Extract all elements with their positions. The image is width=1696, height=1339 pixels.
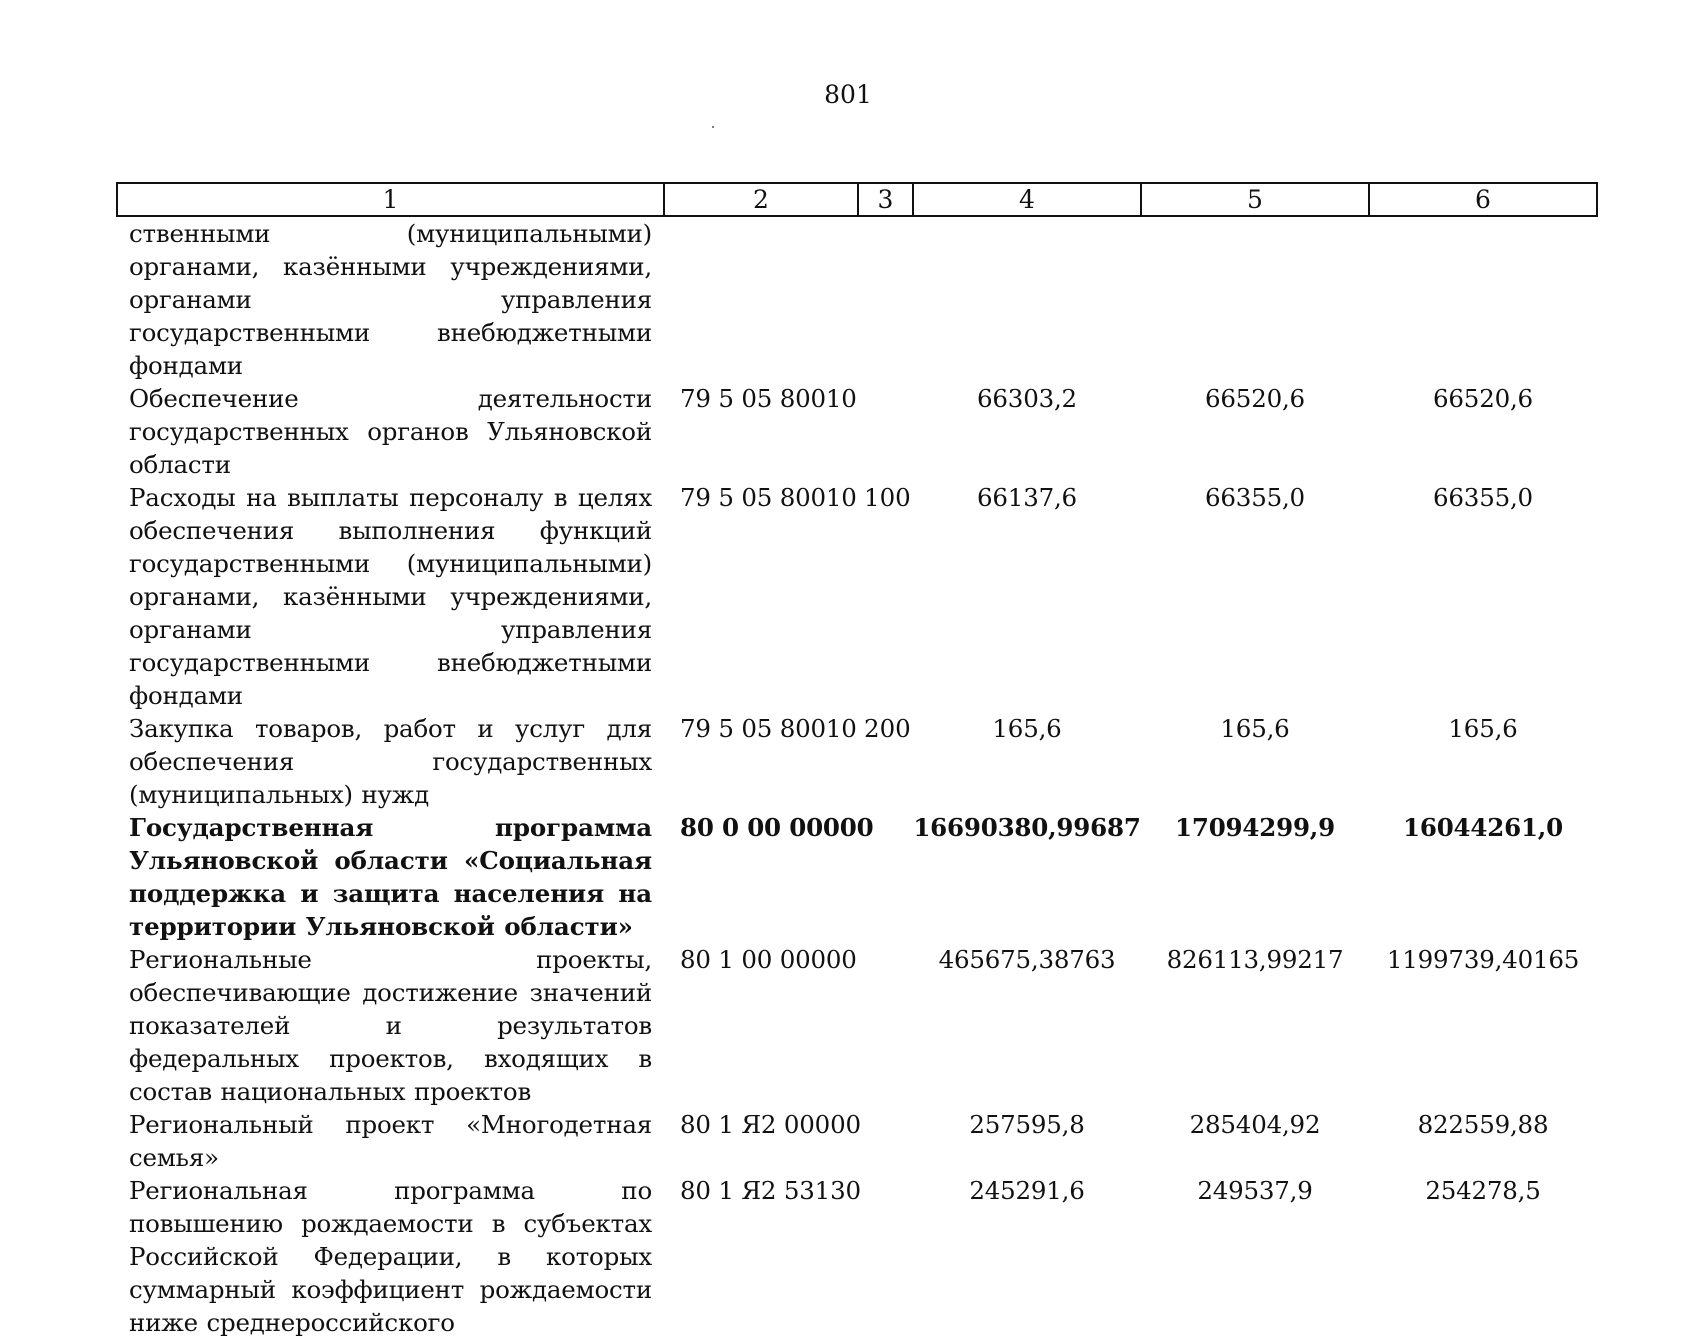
row-code: 80 1 Я2 53130 <box>680 1176 861 1205</box>
row-value-col-4: 465675,38763 <box>938 945 1116 974</box>
row-value-col-6: 66520,6 <box>1433 384 1533 413</box>
header-col-4: 4 <box>913 183 1141 216</box>
row-name: ственными (муниципальными) органами, казёнными учреждениями, органами управления государственными внебюджетными фондами <box>129 219 652 380</box>
row-value-col-4: 165,6 <box>992 714 1062 743</box>
row-name: Региональные проекты, обеспечивающие достижение значений показателей и результатов федеральных проектов, входящих в состав национальных проектов <box>129 945 652 1106</box>
row-kvr: 200 <box>864 714 911 743</box>
header-col-6: 6 <box>1369 183 1597 216</box>
row-name: Расходы на выплаты персоналу в целях обеспечения выполнения функций государственными (муниципальными) органами, казёнными учреждениями, органами управления государственными внебюджетными фондами <box>129 483 652 710</box>
row-value-col-5: 66520,6 <box>1205 384 1305 413</box>
row-code: 79 5 05 80010 <box>680 483 857 512</box>
row-code: 80 1 00 00000 <box>680 945 857 974</box>
row-value-col-4: 66137,6 <box>977 483 1077 512</box>
table-row <box>117 712 1597 811</box>
header-col-5: 5 <box>1141 183 1369 216</box>
row-value-col-6: 16044261,0 <box>1403 813 1563 842</box>
row-value-col-5: 249537,9 <box>1197 1176 1313 1205</box>
row-value-col-6 <box>1369 216 1597 382</box>
row-name: Государственная программа Ульяновской области «Социальная поддержка и защита населения на территории Ульяновской области» <box>129 813 652 941</box>
row-code: 79 5 05 80010 <box>680 714 857 743</box>
table-header <box>117 183 1597 216</box>
row-name: Региональная программа по повышению рождаемости в субъектах Российской Федерации, в которых суммарный коэффициент рождаемости ниже среднероссийского <box>129 1176 652 1337</box>
header-col-1: 1 <box>117 183 664 216</box>
row-value-col-4: 66303,2 <box>977 384 1077 413</box>
row-code: 80 0 00 00000 <box>680 813 874 842</box>
row-kvr <box>858 216 913 382</box>
header-row <box>117 183 1597 216</box>
row-code: 79 5 05 80010 <box>680 384 857 413</box>
row-name: Закупка товаров, работ и услуг для обеспечения государственных (муниципальных) нужд <box>129 714 652 809</box>
row-value-col-5: 285404,92 <box>1189 1110 1321 1139</box>
table-row <box>117 382 1597 481</box>
row-value-col-4 <box>913 216 1141 382</box>
table-row <box>117 216 1597 382</box>
table-row <box>117 1108 1597 1174</box>
row-value-col-5: 826113,99217 <box>1166 945 1344 974</box>
table-row <box>117 943 1597 1108</box>
row-kvr <box>858 943 913 1108</box>
row-value-col-4: 257595,8 <box>969 1110 1085 1139</box>
budget-table <box>116 182 1598 1339</box>
row-kvr <box>858 1108 913 1174</box>
row-value-col-6: 165,6 <box>1448 714 1518 743</box>
row-kvr <box>858 1174 913 1339</box>
header-col-2: 2 <box>664 183 858 216</box>
table-row <box>117 1174 1597 1339</box>
row-value-col-5: 165,6 <box>1220 714 1290 743</box>
row-value-col-6: 822559,88 <box>1417 1110 1549 1139</box>
page-number: 801 <box>824 80 872 109</box>
row-value-col-6: 66355,0 <box>1433 483 1533 512</box>
row-value-col-6: 1199739,40165 <box>1386 945 1580 974</box>
table-row <box>117 811 1597 943</box>
row-value-col-6: 254278,5 <box>1425 1176 1541 1205</box>
row-code <box>664 216 858 382</box>
row-value-col-5 <box>1141 216 1369 382</box>
row-name: Обеспечение деятельности государственных органов Ульяновской области <box>129 384 652 479</box>
row-value-col-4: 245291,6 <box>969 1176 1085 1205</box>
table-body <box>117 216 1597 1339</box>
row-value-col-5: 66355,0 <box>1205 483 1305 512</box>
row-kvr <box>858 382 913 481</box>
table-row <box>117 481 1597 712</box>
scan-speck <box>712 126 714 128</box>
row-value-col-4: 16690380,99687 <box>913 813 1141 842</box>
row-kvr: 100 <box>864 483 911 512</box>
header-col-3: 3 <box>858 183 913 216</box>
row-name: Региональный проект «Многодетная семья» <box>129 1110 652 1172</box>
row-code: 80 1 Я2 00000 <box>680 1110 861 1139</box>
row-value-col-5: 17094299,9 <box>1175 813 1335 842</box>
